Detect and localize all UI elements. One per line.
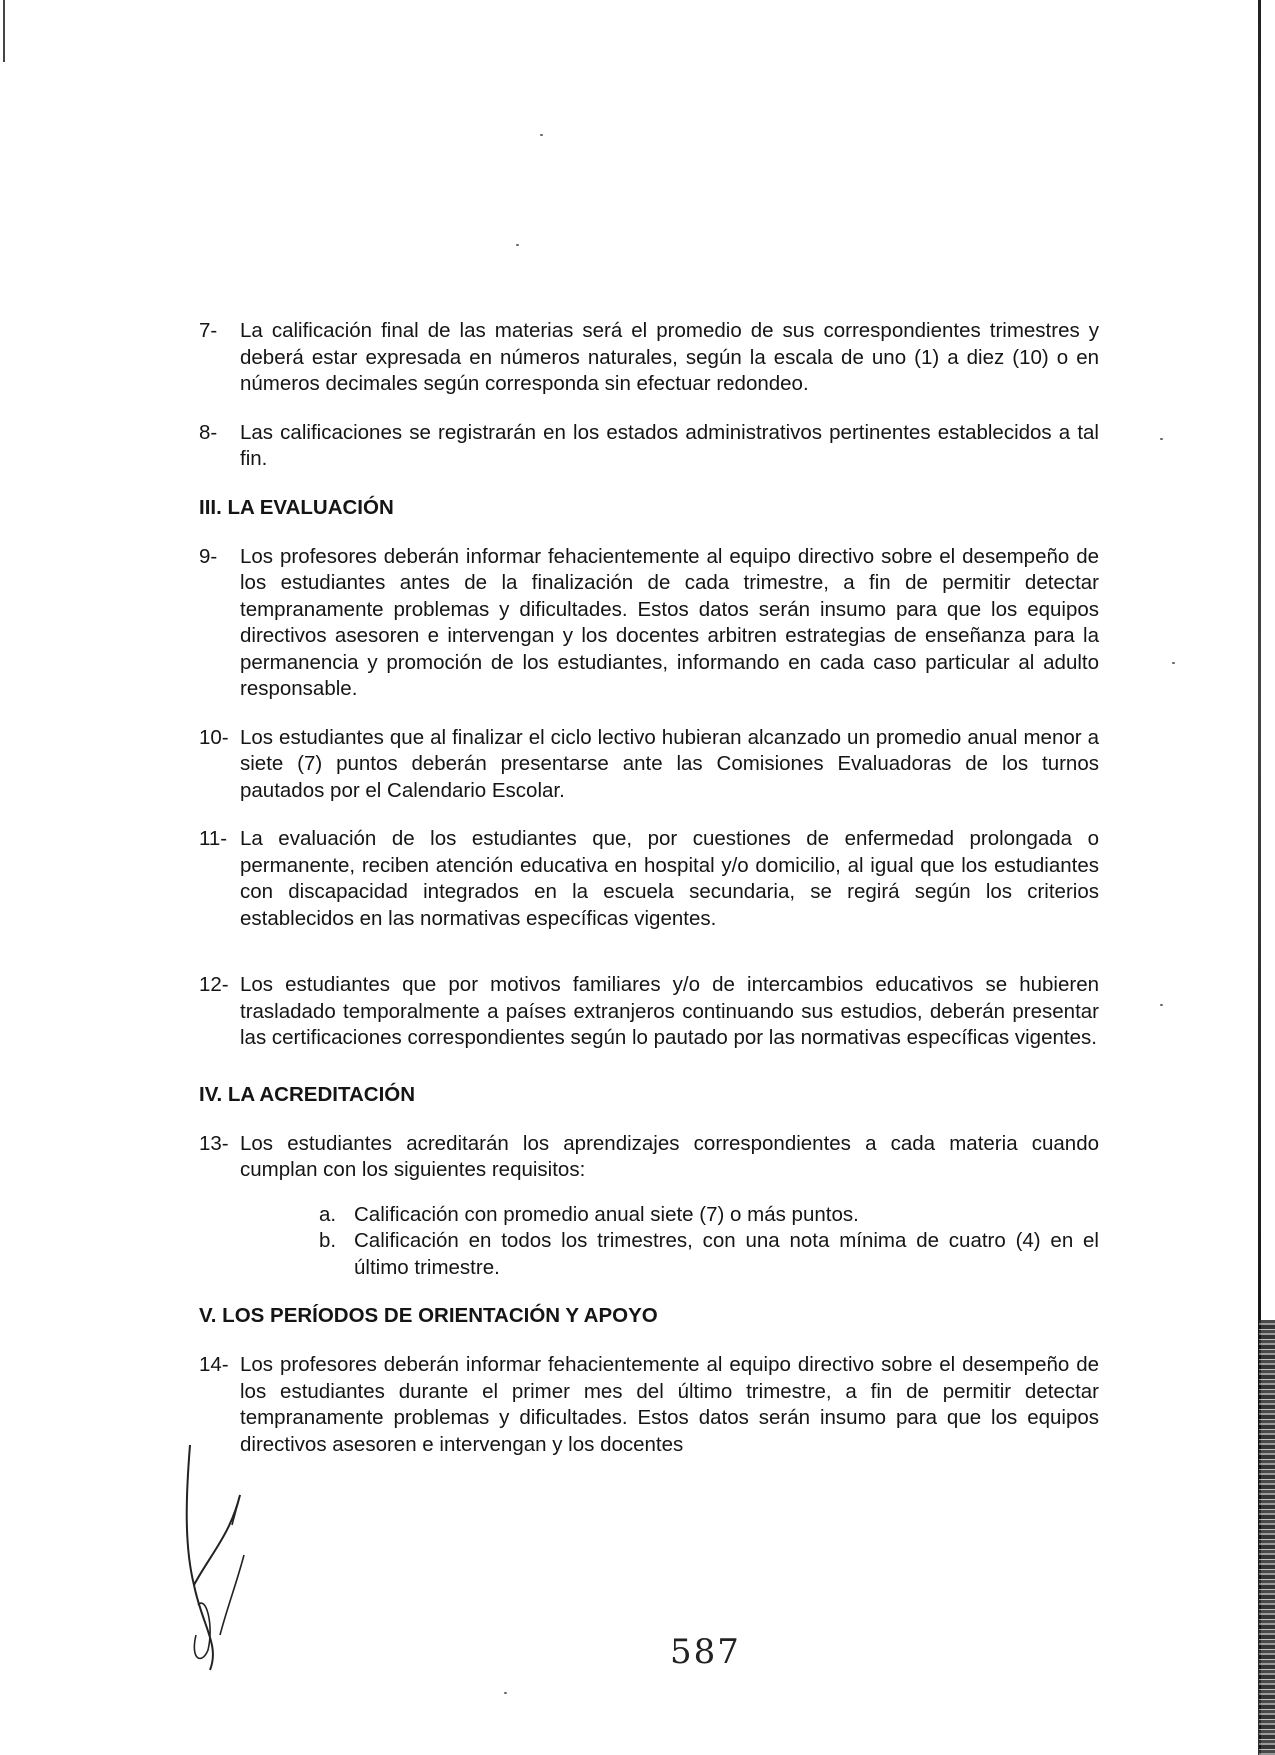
list-item-13 bbox=[199, 1131, 1099, 1184]
item-number: 10- bbox=[199, 725, 229, 749]
scan-speck bbox=[1160, 1004, 1163, 1006]
item-text: Los profesores deberán informar fehacientemente al equipo directivo sobre el desempeño de los estudiantes antes de la finalización de cada trimestre, a fin de permitir detectar tempranamente problemas y dificultades. Estos datos serán insumo para que los equipos directivos asesoren e intervengan y los docentes arbitren estrategias de enseñanza para la permanencia y promoción de los estudiantes, informando en cada caso particular al adulto responsable. bbox=[240, 544, 1099, 700]
item-number: 13- bbox=[199, 1131, 229, 1155]
requirements-list bbox=[199, 1202, 1099, 1282]
item-number: 14- bbox=[199, 1353, 229, 1376]
section-heading-periodos: V. LOS PERÍODOS DE ORIENTACIÓN Y APOYO bbox=[199, 1304, 658, 1327]
section-heading-acreditacion: IV. LA ACREDITACIÓN bbox=[199, 1082, 416, 1106]
item-text: La calificación final de las materias será el promedio de sus correspondientes trimestres y deberá estar expresada en números naturales, según la escala de uno (1) a diez (10) o en números decimales según corresponda sin efectuar redondeo. bbox=[240, 319, 1099, 395]
scan-speck bbox=[516, 244, 519, 246]
requirement-letter: a. bbox=[319, 1202, 337, 1226]
item-number: 8- bbox=[199, 420, 218, 444]
scan-speck bbox=[1172, 662, 1175, 664]
requirement-item-a bbox=[319, 1202, 1099, 1229]
item-text: Los profesores deberán informar fehacientemente al equipo directivo sobre el desempeño de los estudiantes durante el primer mes del último trimestre, a fin de permitir detectar tempranamente problemas y dificultades. Estos datos serán insumo para que los equipos directivos asesoren e intervengan y los docentes bbox=[240, 1353, 1099, 1456]
item-text: Los estudiantes que por motivos familiares y/o de intercambios educativos se hubieren trasladado temporalmente a países extranjeros continuando sus estudios, deberán presentar las certificaciones correspondientes según lo pautado por las normativas específicas vigentes. bbox=[240, 973, 1099, 1049]
item-number: 9- bbox=[199, 544, 218, 568]
item-number: 7- bbox=[199, 319, 218, 342]
scan-speck bbox=[540, 134, 543, 136]
document-body bbox=[199, 318, 1099, 1480]
item-number: 11- bbox=[199, 827, 228, 850]
requirement-text: Calificación con promedio anual siete (7) o más puntos. bbox=[354, 1202, 859, 1226]
list-item-9 bbox=[199, 544, 1099, 703]
scan-edge-left bbox=[3, 0, 5, 62]
list-item-7 bbox=[199, 318, 1099, 398]
item-text: Los estudiantes que al finalizar el ciclo lectivo hubieran alcanzado un promedio anual menor a siete (7) puntos deberán presentarse ante las Comisiones Evaluadoras de los turnos pautados por el Calendario Escolar. bbox=[240, 725, 1099, 802]
item-text: Las calificaciones se registrarán en los estados administrativos pertinentes establecidos a tal fin. bbox=[240, 420, 1099, 470]
list-item-12 bbox=[199, 972, 1099, 1052]
page-number: 587 bbox=[670, 1632, 741, 1672]
item-number: 12- bbox=[199, 973, 229, 996]
requirement-text: Calificación en todos los trimestres, con una nota mínima de cuatro (4) en el último trimestre. bbox=[354, 1229, 1099, 1279]
list-item-14 bbox=[199, 1352, 1099, 1458]
scan-edge-noise bbox=[1259, 1320, 1275, 1755]
list-item-10 bbox=[199, 725, 1099, 805]
scan-speck bbox=[504, 1692, 507, 1694]
item-text: La evaluación de los estudiantes que, por cuestiones de enfermedad prolongada o permanente, reciben atención educativa en hospital y/o domicilio, al igual que los estudiantes con discapacidad integrados en la escuela secundaria, se regirá según los criterios establecidos en las normativas específicas vigentes. bbox=[240, 827, 1099, 930]
list-item-11 bbox=[199, 826, 1099, 932]
list-item-8 bbox=[199, 420, 1099, 473]
scan-speck bbox=[1160, 438, 1163, 440]
item-text: Los estudiantes acreditarán los aprendizajes correspondientes a cada materia cuando cumplan con los siguientes requisitos: bbox=[240, 1131, 1099, 1181]
handwritten-signature bbox=[180, 1435, 260, 1675]
section-heading-evaluacion: III. LA EVALUACIÓN bbox=[199, 495, 394, 519]
requirement-letter: b. bbox=[319, 1229, 337, 1252]
requirement-item-b bbox=[319, 1228, 1099, 1281]
